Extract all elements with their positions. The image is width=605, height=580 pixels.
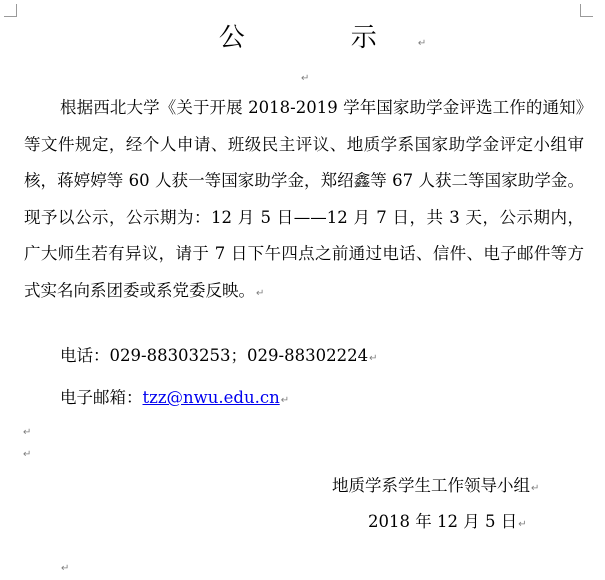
email-line (60, 386, 289, 413)
paragraph-mark-icon: ↵ (518, 519, 527, 530)
notice-title (0, 20, 605, 62)
paragraph-mark-icon: ↵ (417, 38, 427, 49)
paragraph-mark-icon: ↵ (23, 449, 32, 460)
page-corner-mark-top-right (580, 4, 593, 17)
empty-paragraph (22, 420, 31, 439)
date-line (368, 510, 527, 537)
paragraph-mark-icon: ↵ (23, 427, 32, 438)
paragraph-mark-icon: ↵ (61, 563, 70, 574)
email-label: 电子邮箱： (60, 388, 143, 407)
date-text: 2018 年 12 月 5 日 (368, 512, 518, 531)
phone-value: 029-88303253；029-88302224 (109, 346, 369, 365)
signature-line (332, 474, 539, 501)
empty-paragraph (22, 442, 31, 461)
paragraph-mark-icon: ↵ (256, 287, 265, 299)
phone-label: 电话： (60, 346, 110, 365)
paragraph-mark-icon: ↵ (280, 395, 290, 406)
paragraph-mark-icon: ↵ (531, 483, 540, 494)
paragraph-mark-icon: ↵ (301, 73, 310, 84)
signature-text: 地质学系学生工作领导小组 (332, 476, 530, 495)
notice-title-text: 公 示 (218, 23, 417, 53)
empty-paragraph (60, 556, 69, 575)
empty-paragraph (300, 66, 309, 85)
notice-body (24, 90, 584, 312)
paragraph-mark-icon: ↵ (369, 353, 378, 364)
page-corner-mark-top-left (4, 4, 17, 17)
phone-line (60, 344, 378, 371)
email-link[interactable]: tzz@nwu.edu.cn (142, 388, 280, 407)
notice-body-text: 根据西北大学《关于开展 2018-2019 学年国家助学金评选工作的通知》等文件规定，经个人申请、班级民主评议、地质学系国家助学金评定小组审核，蒋婷婷等 60 人获一等国家助学金，郑绍鑫等 67 人获二等国家助学金。现予以公示，公示期为：12 月 5 日——12 月 7 日，共 3 天，公示期内，广大师生若有异议，请于 7 日下午四点之前通过电话、信件、电子邮件等方式实名向系团委或系党委反映。 (24, 98, 584, 300)
